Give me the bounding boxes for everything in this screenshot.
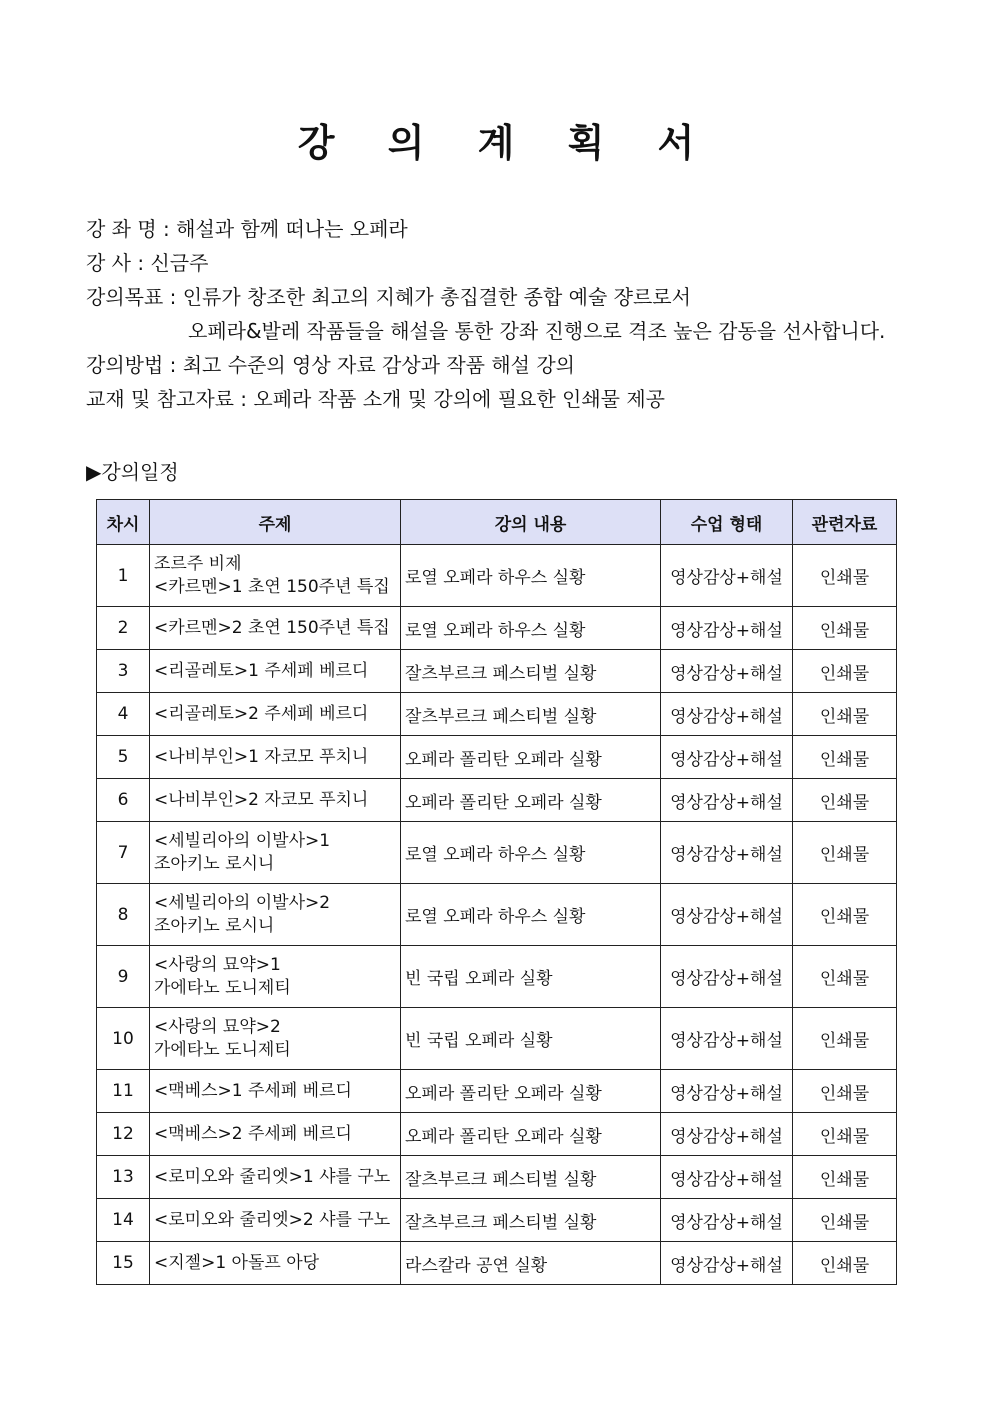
topic-line: <로미오와 줄리엣>1 샤를 구노: [154, 1166, 391, 1187]
course-name: 강 좌 명 : 해설과 함께 떠나는 오페라: [86, 217, 408, 241]
header-topic: 주제: [150, 500, 401, 545]
session-cell: 13: [97, 1156, 150, 1199]
session-cell: 15: [97, 1242, 150, 1285]
topic-line: <로미오와 줄리엣>2 샤를 구노: [154, 1209, 391, 1230]
topic-line: 조르주 비제: [154, 553, 242, 574]
header-content: 강의 내용: [401, 500, 661, 545]
content-cell: 잘츠부르크 페스티벌 실황: [401, 1156, 661, 1199]
topic-cell: [150, 884, 401, 946]
table-row: [97, 946, 897, 1008]
materials-cell: 인쇄물: [793, 1242, 897, 1285]
session-cell: 5: [97, 736, 150, 779]
content-cell: 잘츠부르크 페스티벌 실황: [401, 1199, 661, 1242]
format-cell: 영상감상+해설: [661, 1113, 793, 1156]
session-cell: 7: [97, 822, 150, 884]
topic-cell: [150, 607, 401, 650]
session-cell: 9: [97, 946, 150, 1008]
materials-cell: 인쇄물: [793, 545, 897, 607]
topic-line: <지젤>1 아돌프 아당: [154, 1252, 320, 1273]
course-goal-continued: 오페라&발레 작품들을 해설을 통한 강좌 진행으로 격조 높은 감동을 선사합니다.: [188, 319, 886, 343]
document-title: 강 의 계 획 서: [297, 121, 715, 165]
table-row: [97, 607, 897, 650]
topic-cell: [150, 1242, 401, 1285]
format-cell: 영상감상+해설: [661, 779, 793, 822]
topic-cell: [150, 946, 401, 1008]
content-cell: 로열 오페라 하우스 실황: [401, 822, 661, 884]
topic-line: <나비부인>2 자코모 푸치니: [154, 789, 369, 810]
materials-cell: 인쇄물: [793, 607, 897, 650]
content-cell: 빈 국립 오페라 실황: [401, 946, 661, 1008]
topic-line: <맥베스>2 주세페 베르디: [154, 1123, 352, 1144]
course-method: 강의방법 : 최고 수준의 영상 자료 감상과 작품 해설 강의: [86, 353, 575, 377]
session-cell: 11: [97, 1070, 150, 1113]
session-cell: 8: [97, 884, 150, 946]
content-cell: 로열 오페라 하우스 실황: [401, 607, 661, 650]
format-cell: 영상감상+해설: [661, 1156, 793, 1199]
format-cell: 영상감상+해설: [661, 650, 793, 693]
topic-line: <나비부인>1 자코모 푸치니: [154, 746, 369, 767]
table-row: [97, 884, 897, 946]
format-cell: 영상감상+해설: [661, 822, 793, 884]
topic-line: <사랑의 묘약>1: [154, 954, 281, 975]
table-row: [97, 1008, 897, 1070]
materials-cell: 인쇄물: [793, 1008, 897, 1070]
topic-cell: [150, 693, 401, 736]
session-cell: 2: [97, 607, 150, 650]
topic-line: 조아키노 로시니: [154, 915, 275, 936]
content-cell: 오페라 폴리탄 오페라 실황: [401, 1113, 661, 1156]
session-cell: 10: [97, 1008, 150, 1070]
topic-line: 조아키노 로시니: [154, 853, 275, 874]
format-cell: 영상감상+해설: [661, 946, 793, 1008]
format-cell: 영상감상+해설: [661, 607, 793, 650]
materials-cell: 인쇄물: [793, 693, 897, 736]
course-info: [86, 212, 926, 416]
table-body: [97, 545, 897, 1285]
topic-line: <리골레토>1 주세페 베르디: [154, 660, 369, 681]
table-row: [97, 693, 897, 736]
content-cell: 로열 오페라 하우스 실황: [401, 545, 661, 607]
format-cell: 영상감상+해설: [661, 1242, 793, 1285]
table-row: [97, 1113, 897, 1156]
table-row: [97, 545, 897, 607]
topic-line: <카르멘>1 초연 150주년 특집: [154, 576, 390, 597]
materials-cell: 인쇄물: [793, 779, 897, 822]
table-row: [97, 736, 897, 779]
session-cell: 12: [97, 1113, 150, 1156]
topic-cell: [150, 1156, 401, 1199]
format-cell: 영상감상+해설: [661, 1070, 793, 1113]
course-goal: 강의목표 : 인류가 창조한 최고의 지혜가 총집결한 종합 예술 쟝르로서: [86, 285, 691, 309]
materials-cell: 인쇄물: [793, 946, 897, 1008]
session-cell: 1: [97, 545, 150, 607]
format-cell: 영상감상+해설: [661, 884, 793, 946]
format-cell: 영상감상+해설: [661, 1199, 793, 1242]
topic-cell: [150, 650, 401, 693]
session-cell: 3: [97, 650, 150, 693]
header-materials: 관련자료: [793, 500, 897, 545]
schedule-table: [96, 499, 897, 1285]
table-header-row: [97, 500, 897, 545]
session-cell: 6: [97, 779, 150, 822]
materials-cell: 인쇄물: [793, 650, 897, 693]
format-cell: 영상감상+해설: [661, 736, 793, 779]
content-cell: 오페라 폴리탄 오페라 실황: [401, 1070, 661, 1113]
topic-line: <세빌리아의 이발사>1: [154, 830, 331, 851]
content-cell: 빈 국립 오페라 실황: [401, 1008, 661, 1070]
table-row: [97, 779, 897, 822]
format-cell: 영상감상+해설: [661, 1008, 793, 1070]
content-cell: 로열 오페라 하우스 실황: [401, 884, 661, 946]
header-session: 차시: [97, 500, 150, 545]
topic-cell: [150, 822, 401, 884]
materials-cell: 인쇄물: [793, 1113, 897, 1156]
topic-line: <세빌리아의 이발사>2: [154, 892, 331, 913]
topic-line: 가에타노 도니제티: [154, 977, 291, 998]
table-row: [97, 1242, 897, 1285]
content-cell: 오페라 폴리탄 오페라 실황: [401, 779, 661, 822]
materials-cell: 인쇄물: [793, 884, 897, 946]
table-row: [97, 650, 897, 693]
table-row: [97, 1156, 897, 1199]
topic-cell: [150, 736, 401, 779]
content-cell: 라스칼라 공연 실황: [401, 1242, 661, 1285]
topic-cell: [150, 545, 401, 607]
content-cell: 오페라 폴리탄 오페라 실황: [401, 736, 661, 779]
topic-cell: [150, 1199, 401, 1242]
topic-cell: [150, 779, 401, 822]
topic-line: <카르멘>2 초연 150주년 특집: [154, 617, 390, 638]
materials-cell: 인쇄물: [793, 1199, 897, 1242]
topic-line: 가에타노 도니제티: [154, 1039, 291, 1060]
table-row: [97, 1070, 897, 1113]
topic-line: <리골레토>2 주세페 베르디: [154, 703, 369, 724]
schedule-heading: ▶강의일정: [86, 460, 179, 484]
course-materials: 교재 및 참고자료 : 오페라 작품 소개 및 강의에 필요한 인쇄물 제공: [86, 387, 665, 411]
table-row: [97, 1199, 897, 1242]
materials-cell: 인쇄물: [793, 736, 897, 779]
session-cell: 14: [97, 1199, 150, 1242]
lecturer-name: 강 사 : 신금주: [86, 251, 209, 275]
session-cell: 4: [97, 693, 150, 736]
content-cell: 잘츠부르크 페스티벌 실황: [401, 650, 661, 693]
topic-cell: [150, 1008, 401, 1070]
content-cell: 잘츠부르크 페스티벌 실황: [401, 693, 661, 736]
format-cell: 영상감상+해설: [661, 693, 793, 736]
header-format: 수업 형태: [661, 500, 793, 545]
materials-cell: 인쇄물: [793, 1156, 897, 1199]
table-row: [97, 822, 897, 884]
topic-cell: [150, 1070, 401, 1113]
format-cell: 영상감상+해설: [661, 545, 793, 607]
topic-line: <사랑의 묘약>2: [154, 1016, 281, 1037]
topic-line: <맥베스>1 주세페 베르디: [154, 1080, 352, 1101]
topic-cell: [150, 1113, 401, 1156]
materials-cell: 인쇄물: [793, 822, 897, 884]
materials-cell: 인쇄물: [793, 1070, 897, 1113]
